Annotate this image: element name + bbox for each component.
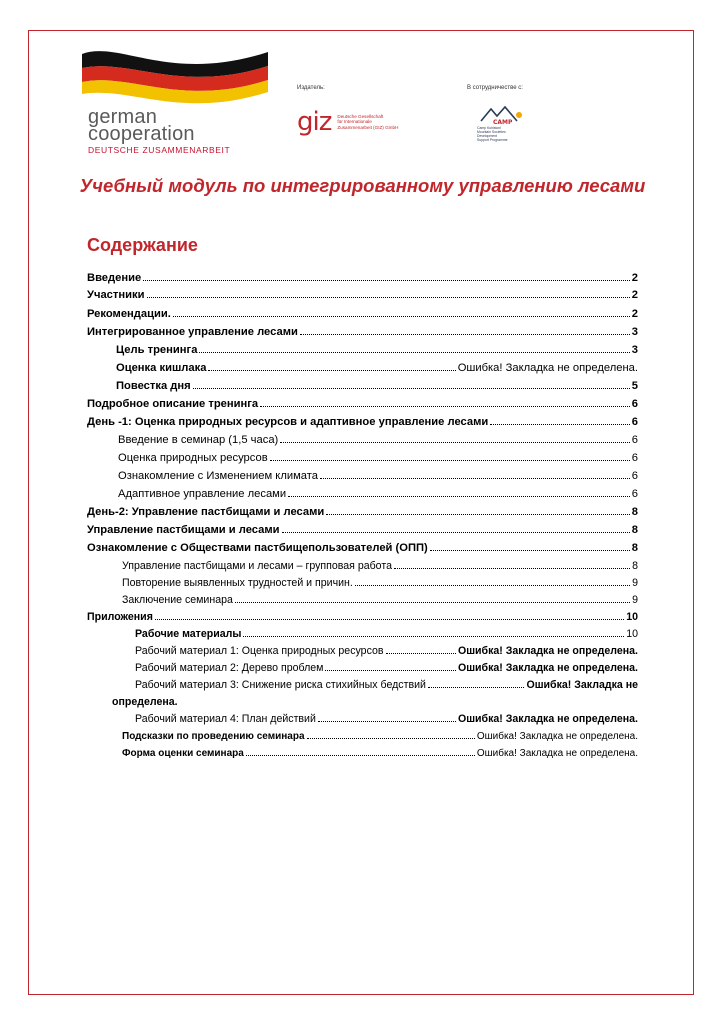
toc-heading: Содержание (87, 235, 198, 255)
toc-dot-leader (143, 279, 630, 281)
toc-dot-leader (386, 652, 456, 654)
toc-entry[interactable]: Введение в семинар (1,5 часа) 6 (118, 434, 638, 446)
toc-dot-leader (325, 669, 455, 671)
camp-full-name: Camp Kuhistoni Mountain Societies Development Support Programme (477, 126, 508, 142)
toc-entry[interactable]: Подсказки по проведению семинара Ошибка! Закладка не определена. (122, 731, 638, 742)
toc-dot-leader (173, 315, 630, 317)
toc-entry[interactable]: Введение 2 (87, 272, 638, 284)
toc-entry[interactable]: Повторение выявленных трудностей и причин. 9 (122, 577, 638, 589)
toc-dot-leader (147, 296, 630, 298)
toc-entry-continuation: определена. (112, 696, 178, 708)
giz-full-name: Deutsche Gesellschaft für Internationale Zusammenarbeit (GIZ) GmbH (337, 113, 399, 130)
toc-dot-leader (235, 601, 630, 603)
toc-dot-leader (430, 549, 630, 551)
toc-entry[interactable]: Заключение семинара 9 (122, 594, 638, 606)
toc-dot-leader (490, 423, 629, 425)
toc-dot-leader (199, 351, 629, 353)
toc-entry[interactable]: Рабочий материал 3: Снижение риска стихийных бедствий Ошибка! Закладка не (135, 679, 638, 691)
toc-dot-leader (282, 531, 630, 533)
toc-entry[interactable]: Форма оценки семинара Ошибка! Закладка не определена. (122, 748, 638, 759)
toc-entry[interactable]: Интегрированное управление лесами 3 (87, 326, 638, 338)
toc-dot-leader (246, 754, 475, 756)
toc-dot-leader (270, 459, 630, 461)
toc-entry[interactable]: Ознакомление с Изменением климата 6 (118, 470, 638, 482)
toc-entry[interactable]: Ознакомление с Обществами пастбищепользователей (ОПП) 8 (87, 542, 638, 554)
toc-dot-leader (260, 405, 630, 407)
partner-block (467, 85, 567, 142)
toc-dot-leader (208, 369, 455, 371)
logo-subtitle: DEUTSCHE ZUSAMMENARBEIT (88, 145, 231, 155)
toc-dot-leader (394, 567, 630, 569)
toc-entry[interactable]: Подробное описание тренинга 6 (87, 398, 638, 410)
toc-entry[interactable]: Рабочий материал 2: Дерево проблем Ошибка! Закладка не определена. (135, 662, 638, 674)
toc-entry[interactable]: Рабочий материал 1: Оценка природных ресурсов Ошибка! Закладка не определена. (135, 645, 638, 657)
toc-entry[interactable]: Оценка природных ресурсов 6 (118, 452, 638, 464)
toc-dot-leader (288, 495, 630, 497)
toc-entry[interactable]: День -1: Оценка природных ресурсов и адаптивное управление лесами 6 (87, 416, 638, 428)
toc-dot-leader (300, 333, 630, 335)
toc-dot-leader (193, 387, 630, 389)
document-title: Учебный модуль по интегрированному управлению лесами (79, 175, 646, 196)
toc-entry[interactable]: Управление пастбищами и лесами 8 (87, 524, 638, 536)
toc-dot-leader (320, 477, 630, 479)
toc-entry[interactable]: Цель тренинга 3 (116, 344, 638, 356)
toc-entry[interactable]: День-2: Управление пастбищами и лесами 8 (87, 506, 638, 518)
german-cooperation-logo (80, 44, 270, 156)
camp-mountain-icon (479, 105, 523, 125)
toc-entry[interactable]: Управление пастбищами и лесами – групповая работа 8 (122, 560, 638, 572)
toc-dot-leader (428, 686, 525, 688)
german-flag-wave-icon (80, 44, 270, 110)
toc-entry[interactable]: Адаптивное управление лесами 6 (118, 488, 638, 500)
toc-dot-leader (280, 441, 629, 443)
toc-dot-leader (355, 584, 630, 586)
giz-wordmark: giz (297, 107, 332, 137)
publisher-label: Издатель: (297, 85, 325, 91)
toc-entry[interactable]: Рабочие материалы 10 (135, 628, 638, 640)
toc-entry[interactable]: Рекомендации. 2 (87, 308, 638, 320)
toc-entry[interactable]: Участники 2 (87, 289, 638, 301)
toc-entry[interactable]: Оценка кишлака Ошибка! Закладка не определена. (116, 362, 638, 374)
toc-dot-leader (155, 618, 624, 620)
giz-logo (297, 109, 417, 135)
logo-word-german: german (88, 106, 158, 128)
toc-dot-leader (307, 737, 475, 739)
toc-dot-leader (318, 720, 456, 722)
partner-label: В сотрудничестве с: (467, 85, 523, 91)
logo-word-cooperation: cooperation (88, 123, 195, 145)
toc-entry[interactable]: Рабочий материал 4: План действий Ошибка! Закладка не определена. (135, 713, 638, 725)
toc-entry[interactable]: Приложения 10 (87, 611, 638, 623)
publisher-block (297, 85, 437, 137)
toc-entry[interactable]: Повестка дня 5 (116, 380, 638, 392)
toc-dot-leader (243, 635, 624, 637)
camp-wordmark: CAMP (493, 119, 513, 125)
toc-dot-leader (326, 513, 630, 515)
